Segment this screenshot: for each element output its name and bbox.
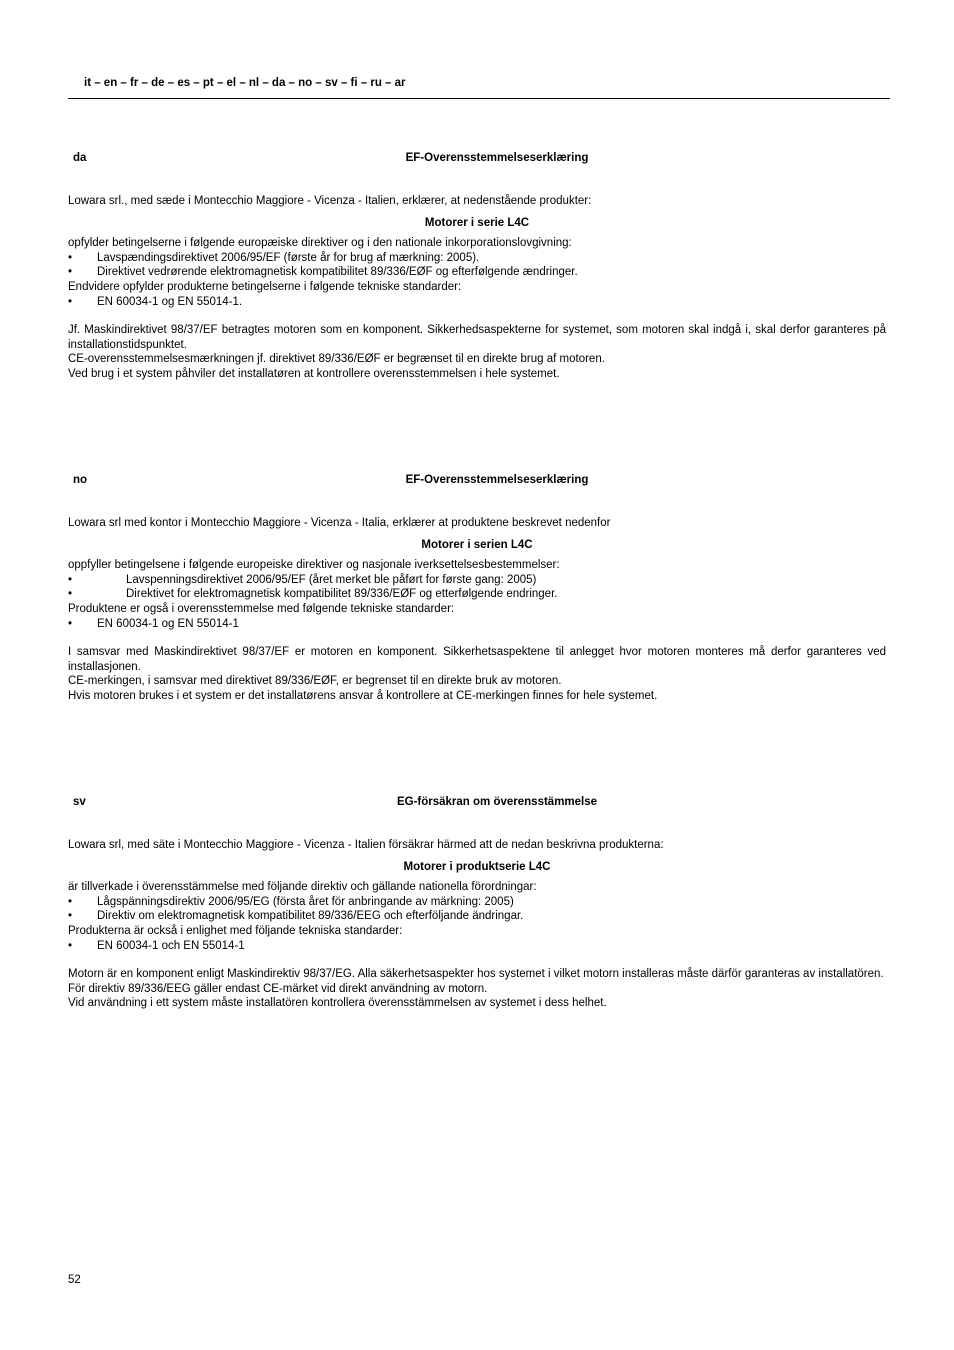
- standard-item: • EN 60034-1 och EN 55014-1: [68, 939, 245, 952]
- standards-intro: Endvidere opfylder produkterne betingelserne i følgende tekniske standarder:: [68, 280, 462, 293]
- standard-item: • EN 60034-1 og EN 55014-1: [68, 617, 239, 630]
- directives-intro: oppfyller betingelsene i følgende europeiske direktiver og nasjonale iverksettelsesbestemmelser:: [68, 559, 560, 572]
- directive-item: • Direktivet vedrørende elektromagnetisk kompatibilitet 89/336/EØF og efterfølgende ændringer.: [68, 266, 578, 279]
- standards-intro: Produkterna är också i enlighet med följande tekniska standarder:: [68, 924, 403, 937]
- product-name: Motorer i serien L4C: [421, 538, 533, 551]
- section-title: EF-Overensstemmelseserklæring: [405, 474, 589, 486]
- section-intro: Lowara srl., med sæde i Montecchio Maggiore - Vicenza - Italien, erklærer, at nedenstående produkter:: [68, 195, 592, 207]
- bullet-icon: •: [68, 588, 73, 601]
- bullet-icon: •: [68, 895, 73, 908]
- standard-item: • EN 60034-1 og EN 55014-1.: [68, 295, 243, 308]
- product-name: Motorer i produktserie L4C: [403, 860, 551, 873]
- bullet-icon: •: [68, 573, 73, 586]
- section-heading: [68, 473, 886, 489]
- directive-item: • Direktivet for elektromagnetisk kompatibilitet 89/336/EØF og etterfølgende endringer.: [68, 588, 558, 601]
- section-paragraph: I samsvar med Maskindirektivet 98/37/EF er motoren en komponent. Sikkerhetsaspektene til anlegget hvor motoren monteres må derfor garanteres ved installasjonen. CE-merkingen, i samsvar med direktivet 89/336/EØF, er begrenset til en direkte bruk av motoren. Hvis motoren brukes i et system er det installatørens ansvar å kontrollere at CE-merkingen finnes for hele systemet.: [68, 646, 886, 702]
- bullet-icon: •: [68, 251, 73, 264]
- language-code: no: [73, 474, 88, 486]
- header-divider: [68, 98, 890, 99]
- section-title: EG-försäkran om överensstämmelse: [396, 796, 598, 808]
- bullet-icon: •: [68, 939, 73, 952]
- section-paragraph: Motorn är en komponent enligt Maskindirektiv 98/37/EG. Alla säkerhetsaspekter hos systemet i vilket motorn installeras måste därför garanteras av installatören. För direktiv 89/336/EEG gäller endast CE-märket vid direkt användning av motorn. Vid användning i ett system måste installatören kontrollera överensstämmelsen av systemet i dess helhet.: [68, 968, 884, 1010]
- section-no: [68, 473, 886, 704]
- directive-item: • Lågspänningsdirektiv 2006/95/EG (första året för anbringande av märkning: 2005): [68, 895, 514, 908]
- directive-item: • Direktiv om elektromagnetisk kompatibilitet 89/336/EEG och efterföljande ändringar.: [68, 910, 524, 923]
- product-name: Motorer i serie L4C: [424, 216, 530, 229]
- language-header: it – en – fr – de – es – pt – el – nl – da – no – sv – fi – ru – ar: [84, 77, 406, 89]
- page-number: 52: [68, 1274, 81, 1286]
- directives-intro: opfylder betingelserne i følgende europæiske direktiver og i den nationale inkorporationslovgivning:: [68, 237, 572, 250]
- bullet-icon: •: [68, 910, 73, 923]
- standards-intro: Produktene er også i overensstemmelse med følgende tekniske standarder:: [68, 602, 455, 615]
- section-heading: [68, 151, 886, 167]
- directives-intro: är tillverkade i överensstämmelse med följande direktiv och gällande nationella förordningar:: [68, 881, 537, 894]
- bullet-icon: •: [68, 617, 73, 630]
- section-da: [68, 151, 886, 382]
- section-intro: Lowara srl, med säte i Montecchio Maggiore - Vicenza - Italien försäkrar härmed att de nedan beskrivna produkterna:: [68, 839, 664, 851]
- section-sv: [68, 795, 886, 1011]
- directive-item: • Lavspenningsdirektivet 2006/95/EF (året merket ble påført for første gang: 2005): [68, 573, 537, 586]
- section-title: EF-Overensstemmelseserklæring: [405, 152, 589, 164]
- bullet-icon: •: [68, 266, 73, 279]
- bullet-icon: •: [68, 295, 73, 308]
- section-heading: [68, 795, 886, 811]
- section-paragraph: Jf. Maskindirektivet 98/37/EF betragtes motoren som en komponent. Sikkerhedsaspekterne for systemet, som motoren skal indgå i, skal derfor garanteres på installationstidspunktet. CE-overensstemmelsesmærkningen jf. direktivet 89/336/EØF er begrænset til en direkte brug af motoren. Ved brug i et system påhviler det installatøren at kontrollere overensstemmelsen i hele systemet.: [68, 324, 886, 380]
- section-intro: Lowara srl med kontor i Montecchio Maggiore - Vicenza - Italia, erklærer at produktene beskrevet nedenfor: [68, 517, 611, 529]
- directive-item: • Lavspændingsdirektivet 2006/95/EF (første år for brug af mærkning: 2005).: [68, 251, 480, 264]
- language-code: da: [73, 152, 87, 164]
- language-code: sv: [73, 796, 86, 808]
